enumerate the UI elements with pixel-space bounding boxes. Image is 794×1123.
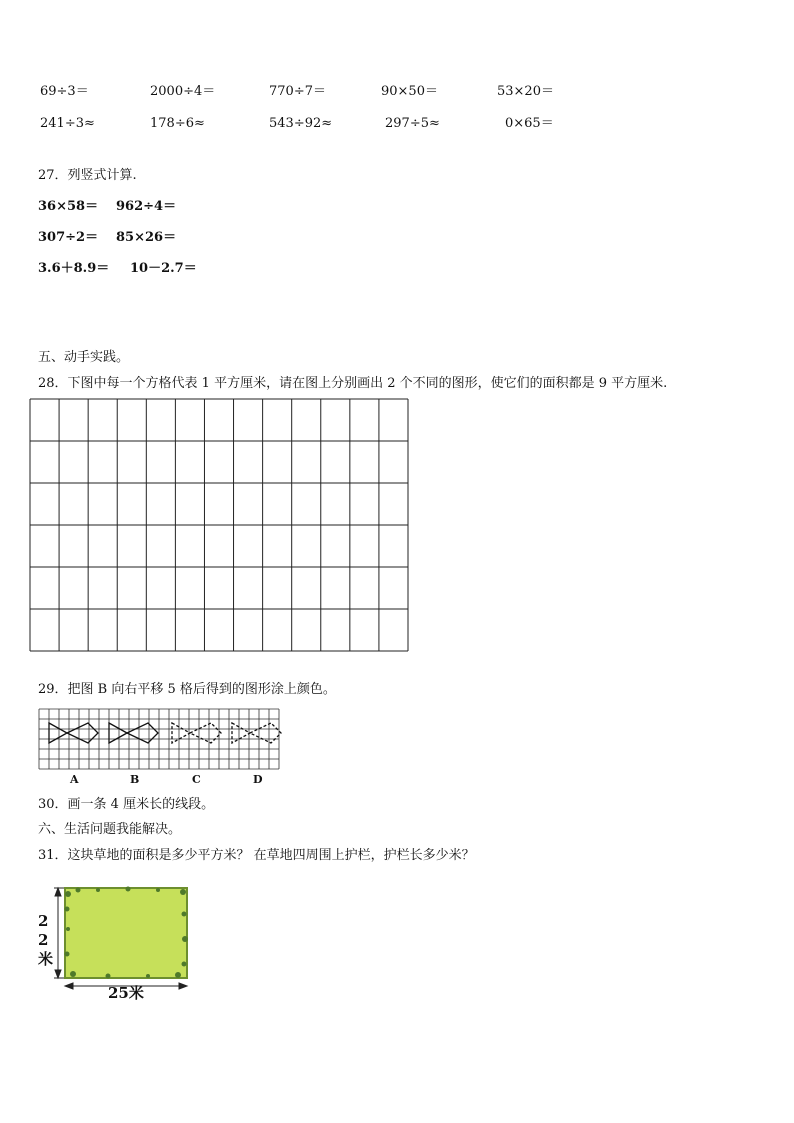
- vertical-calc-item: 3.6＋8.9＝: [38, 261, 110, 276]
- oral-item: 770÷7＝: [269, 84, 326, 99]
- lawn-width-label: 25米: [108, 984, 144, 1002]
- vertical-calc-item: 85×26＝: [116, 230, 177, 245]
- oral-item: 69÷3＝: [40, 84, 89, 99]
- square-grid[interactable]: [29, 398, 409, 652]
- vertical-calc-item: 962÷4＝: [116, 199, 177, 214]
- oral-item: 2000÷4＝: [150, 84, 216, 99]
- height-dimension: [54, 888, 64, 978]
- oral-item: 297÷5≈: [385, 116, 440, 131]
- vertical-calc-item: 36×58＝: [38, 199, 99, 214]
- lawn: [65, 888, 187, 978]
- oral-item: 53×20＝: [497, 84, 554, 99]
- oral-item: 543÷92≈: [269, 116, 333, 131]
- oral-item: 90×50＝: [381, 84, 438, 99]
- q28-title: 28．下图中每一个方格代表 1 平方厘米，请在图上分别画出 2 个不同的图形，使它们的面积都是 9 平方厘米.: [38, 376, 668, 391]
- lawn-height-label: 22米: [38, 912, 54, 968]
- q31-title: 31．这块草地的面积是多少平方米？ 在草地四周围上护栏，护栏长多少米？: [38, 848, 475, 863]
- oral-item: 178÷6≈: [150, 116, 205, 131]
- section-5-title: 五、动手实践。: [38, 350, 130, 365]
- oral-item: 241÷3≈: [40, 116, 95, 131]
- vertical-calc-item: 10－2.7＝: [130, 261, 197, 276]
- figure-label-d: D: [253, 773, 263, 786]
- figure-label-a: A: [70, 773, 79, 786]
- shape-b: [109, 723, 158, 743]
- figure-label-b: B: [130, 773, 140, 786]
- q27-title: 27．列竖式计算.: [38, 168, 137, 183]
- shape-a: [49, 723, 98, 743]
- section-6-title: 六、生活问题我能解决。: [38, 822, 182, 837]
- vertical-calc-item: 307÷2＝: [38, 230, 99, 245]
- q29-title: 29．把图 B 向右平移 5 格后得到的图形涂上颜色。: [38, 682, 336, 697]
- q30-title: 30．画一条 4 厘米长的线段。: [38, 797, 215, 812]
- oral-item: 0×65＝: [505, 116, 554, 131]
- figure-label-c: C: [192, 773, 201, 786]
